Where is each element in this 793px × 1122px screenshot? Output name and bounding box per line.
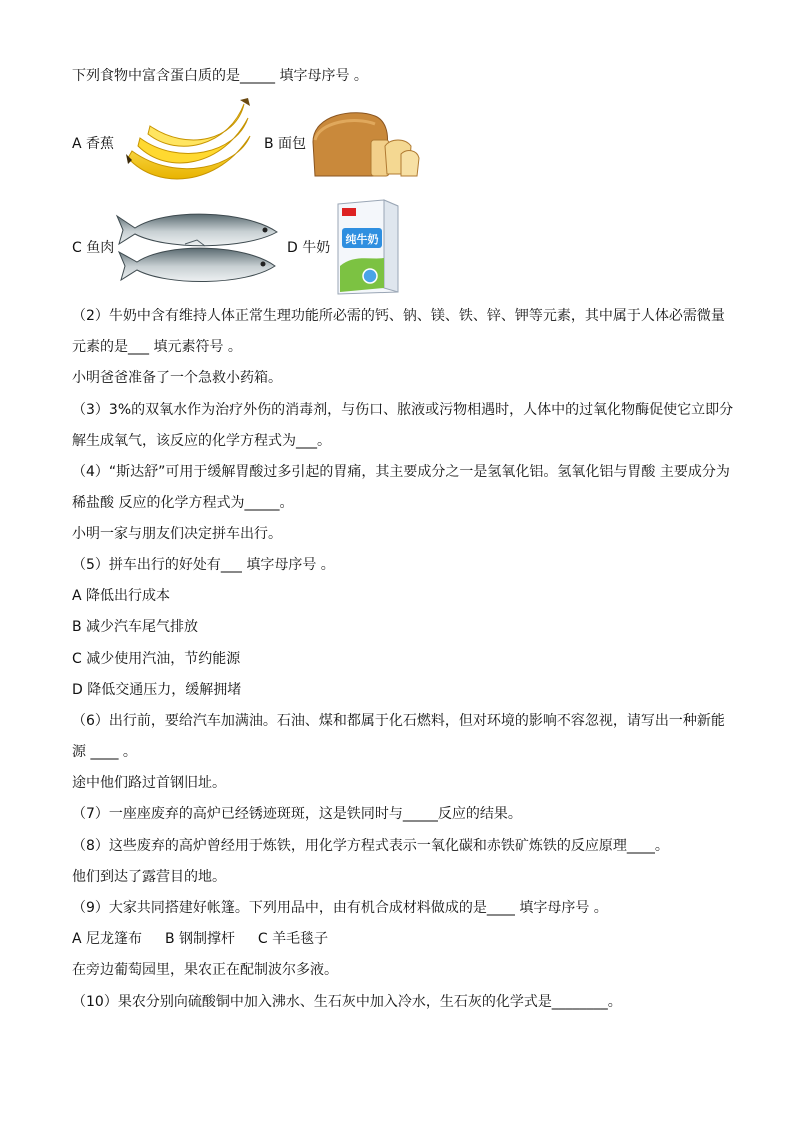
bread-image xyxy=(305,102,425,184)
question-intro: 下列食物中富含蛋白质的是_____ 填字母序号 。 xyxy=(72,68,368,84)
q5-stem: （5）拼车出行的好处有___ 填字母序号 。 xyxy=(72,557,335,573)
q4-line1: （4）“斯达舒”可用于缓解胃酸过多引起的胃痛，其主要成分之一是氢氧化铝。氢氧化铝与胃酸 主要成分为 xyxy=(72,464,730,480)
milk-image xyxy=(334,196,402,296)
fish-image xyxy=(115,204,283,292)
q5-option-b: B 减少汽车尾气排放 xyxy=(72,619,199,635)
q8-stem: （8）这些废弃的高炉曾经用于炼铁，用化学方程式表示一氧化碳和赤铁矿炼铁的反应原理____。 xyxy=(72,838,669,854)
q10-stem: （10）果农分别向硫酸铜中加入沸水、生石灰中加入冷水，生石灰的化学式是________。 xyxy=(72,994,622,1010)
option-d-label: D 牛奶 xyxy=(287,240,331,256)
narrative-4: 他们到达了露营目的地。 xyxy=(72,869,226,885)
q5-option-d: D 降低交通压力，缓解拥堵 xyxy=(72,682,242,698)
q2-line2: 元素的是___ 填元素符号 。 xyxy=(72,339,242,355)
q6-line2: 源 ____ 。 xyxy=(72,744,137,760)
q9-option-b: B 钢制撑杆 xyxy=(164,931,235,947)
q3-line1: （3）3%的双氧水作为治疗外伤的消毒剂，与伤口、脓液或污物相遇时，人体中的过氧化物酶促使它立即分 xyxy=(72,402,734,418)
q2-line1: （2）牛奶中含有维持人体正常生理功能所必需的钙、钠、镁、铁、锌、钾等元素，其中属于人体必需微量 xyxy=(72,308,725,324)
option-a-label: A 香蕉 xyxy=(72,136,115,152)
banana-image xyxy=(118,96,258,192)
q3-line2: 解生成氧气，该反应的化学方程式为___。 xyxy=(72,433,331,449)
q9-options xyxy=(72,929,328,949)
narrative-3: 途中他们路过首钢旧址。 xyxy=(72,775,226,791)
q9-option-c: C 羊毛毯子 xyxy=(257,931,329,947)
q7-stem: （7）一座座废弃的高炉已经锈迹斑斑，这是铁同时与_____反应的结果。 xyxy=(72,806,522,822)
q9-option-a: A 尼龙篷布 xyxy=(72,931,143,947)
q9-stem: （9）大家共同搭建好帐篷。下列用品中，由有机合成材料做成的是____ 填字母序号 。 xyxy=(72,900,608,916)
q5-option-c: C 减少使用汽油，节约能源 xyxy=(72,651,241,667)
q4-line2: 稀盐酸 反应的化学方程式为_____。 xyxy=(72,495,294,511)
option-c-label: C 鱼肉 xyxy=(72,240,115,256)
milk-box-text: 纯牛奶 xyxy=(345,233,379,246)
narrative-1: 小明爸爸准备了一个急救小药箱。 xyxy=(72,370,282,386)
q5-option-a: A 降低出行成本 xyxy=(72,588,171,604)
option-b-label: B 面包 xyxy=(264,136,307,152)
narrative-2: 小明一家与朋友们决定拼车出行。 xyxy=(72,526,282,542)
q6-line1: （6）出行前，要给汽车加满油。石油、煤和都属于化石燃料，但对环境的影响不容忽视，请写出一种新能 xyxy=(72,713,725,729)
narrative-5: 在旁边葡萄园里，果农正在配制波尔多液。 xyxy=(72,962,338,978)
